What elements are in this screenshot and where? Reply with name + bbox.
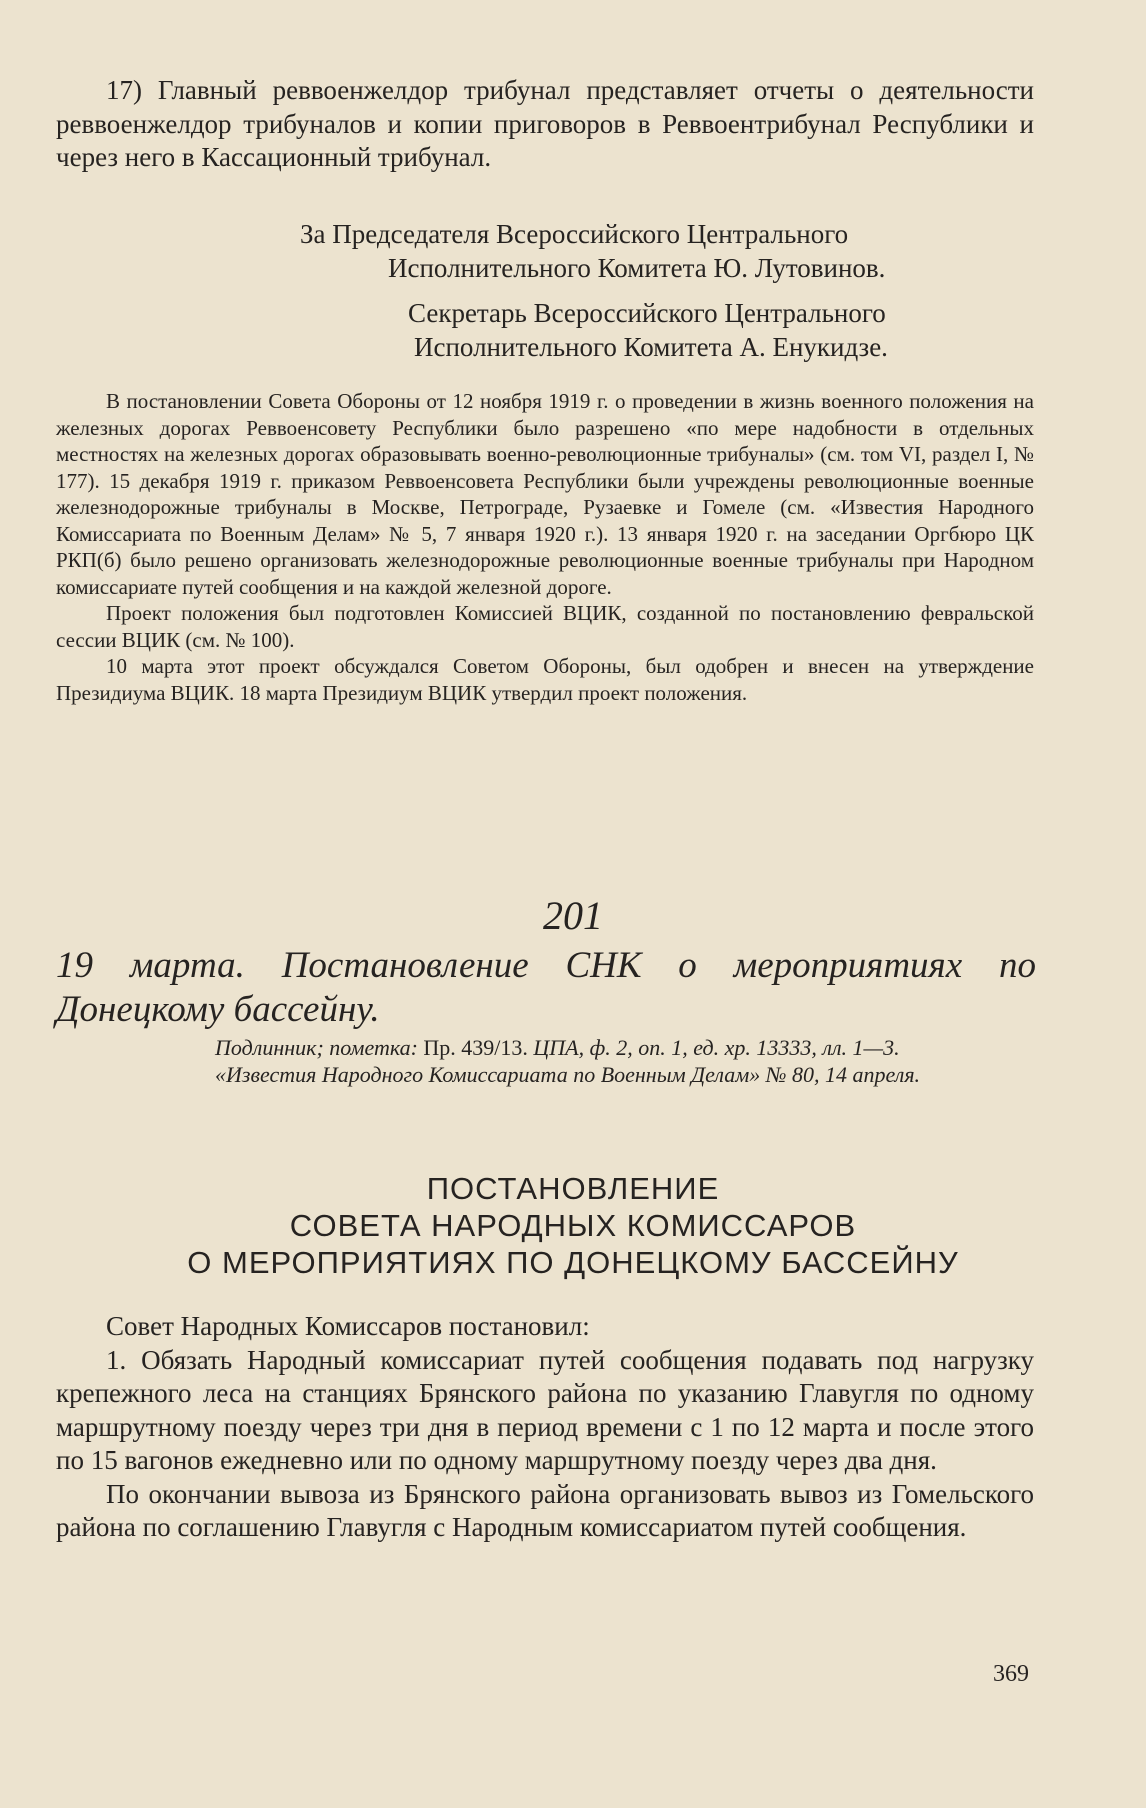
- document-number: 201: [543, 893, 603, 938]
- page-number: 369: [993, 1661, 1029, 1687]
- note-paragraph: Проект положения был подготовлен Комиссией ВЦИК, созданной по постановлению февральской сессии ВЦИК (см. № 100).: [56, 601, 1034, 652]
- heading-line: СОВЕТА НАРОДНЫХ КОМИССАРОВ: [289, 1208, 857, 1243]
- decree-item-1: 1. Обязать Народный комиссариат путей сообщения подавать под нагрузку крепежного леса на станциях Брянского района по указанию Главугля по одному маршрутному поезду через три дня в период времени с 1 по 12 марта и после этого по 15 вагонов ежедневно или по одному маршрутному поезду через два дня.: [56, 1344, 1034, 1475]
- decree-heading: [0, 1170, 1146, 1281]
- note-paragraph: 10 марта этот проект обсуждался Советом Обороны, был одобрен и внесен на утверждение Президиума ВЦИК. 18 марта Президиум ВЦИК утвердил проект положения.: [56, 654, 1034, 705]
- source-mark: Пр. 439/13.: [423, 1035, 528, 1060]
- source-reference: [215, 1034, 1030, 1088]
- source-label: Подлинник; пометка:: [215, 1035, 418, 1060]
- signature-chairman: [300, 218, 885, 285]
- heading-line: ПОСТАНОВЛЕНИЕ: [426, 1171, 720, 1206]
- decree-intro: Совет Народных Комиссаров постановил:: [106, 1311, 590, 1341]
- source-archive: ЦПА, ф. 2, оп. 1, ед. хр. 13333, лл. 1—3.: [533, 1035, 900, 1060]
- top-paragraph-block: [56, 74, 1034, 175]
- decree-body: [56, 1310, 1034, 1545]
- signature-line: Исполнительного Комитета А. Енукидзе.: [414, 331, 888, 362]
- note-paragraph: В постановлении Совета Обороны от 12 ноября 1919 г. о проведении в жизнь военного положения на железных дорогах Реввоенсовету Республики было разрешено «по мере надобности в отдельных местностях на железных дорогах образовывать военно-революционные трибуналы» (см. том VI, раздел I, № 177). 15 декабря 1919 г. приказом Реввоенсовета Республики были учреждены революционные военные железнодорожные трибуналы в Москве, Петрограде, Рузаевке и Гомеле (см. «Известия Народного Комиссариата по Военным Делам» № 5, 7 января 1920 г.). 13 января 1920 г. на заседании Оргбюро ЦК РКП(б) было решено организовать железнодорожные революционные военные трибуналы при Народном комиссариате путей сообщения и на каждой железной дороге.: [56, 389, 1034, 599]
- decree-item-1-continuation: По окончании вывоза из Брянского района организовать вывоз из Гомельского района по соглашению Главугля с Народным комиссариатом путей сообщения.: [56, 1478, 1034, 1542]
- document-title: 19 марта. Постановление СНК о мероприятиях по Донецкому бассейну.: [56, 945, 1036, 1030]
- signature-secretary: [408, 297, 888, 364]
- top-paragraph: 17) Главный реввоенжелдор трибунал представляет отчеты о деятельности реввоенжелдор трибуналов и копии приговоров в Реввоентрибунал Республики и через него в Кассационный трибунал.: [56, 75, 1034, 172]
- editorial-note: [56, 388, 1034, 706]
- signature-line: Секретарь Всероссийского Центрального: [408, 298, 886, 328]
- signature-line: Исполнительного Комитета Ю. Лутовинов.: [388, 252, 886, 283]
- signature-line: За Председателя Всероссийского Центрального: [300, 219, 849, 249]
- heading-line: О МЕРОПРИЯТИЯХ ПО ДОНЕЦКОМУ БАССЕЙНУ: [187, 1245, 959, 1280]
- source-publication: «Известия Народного Комиссариата по Военным Делам» № 80, 14 апреля.: [215, 1062, 921, 1087]
